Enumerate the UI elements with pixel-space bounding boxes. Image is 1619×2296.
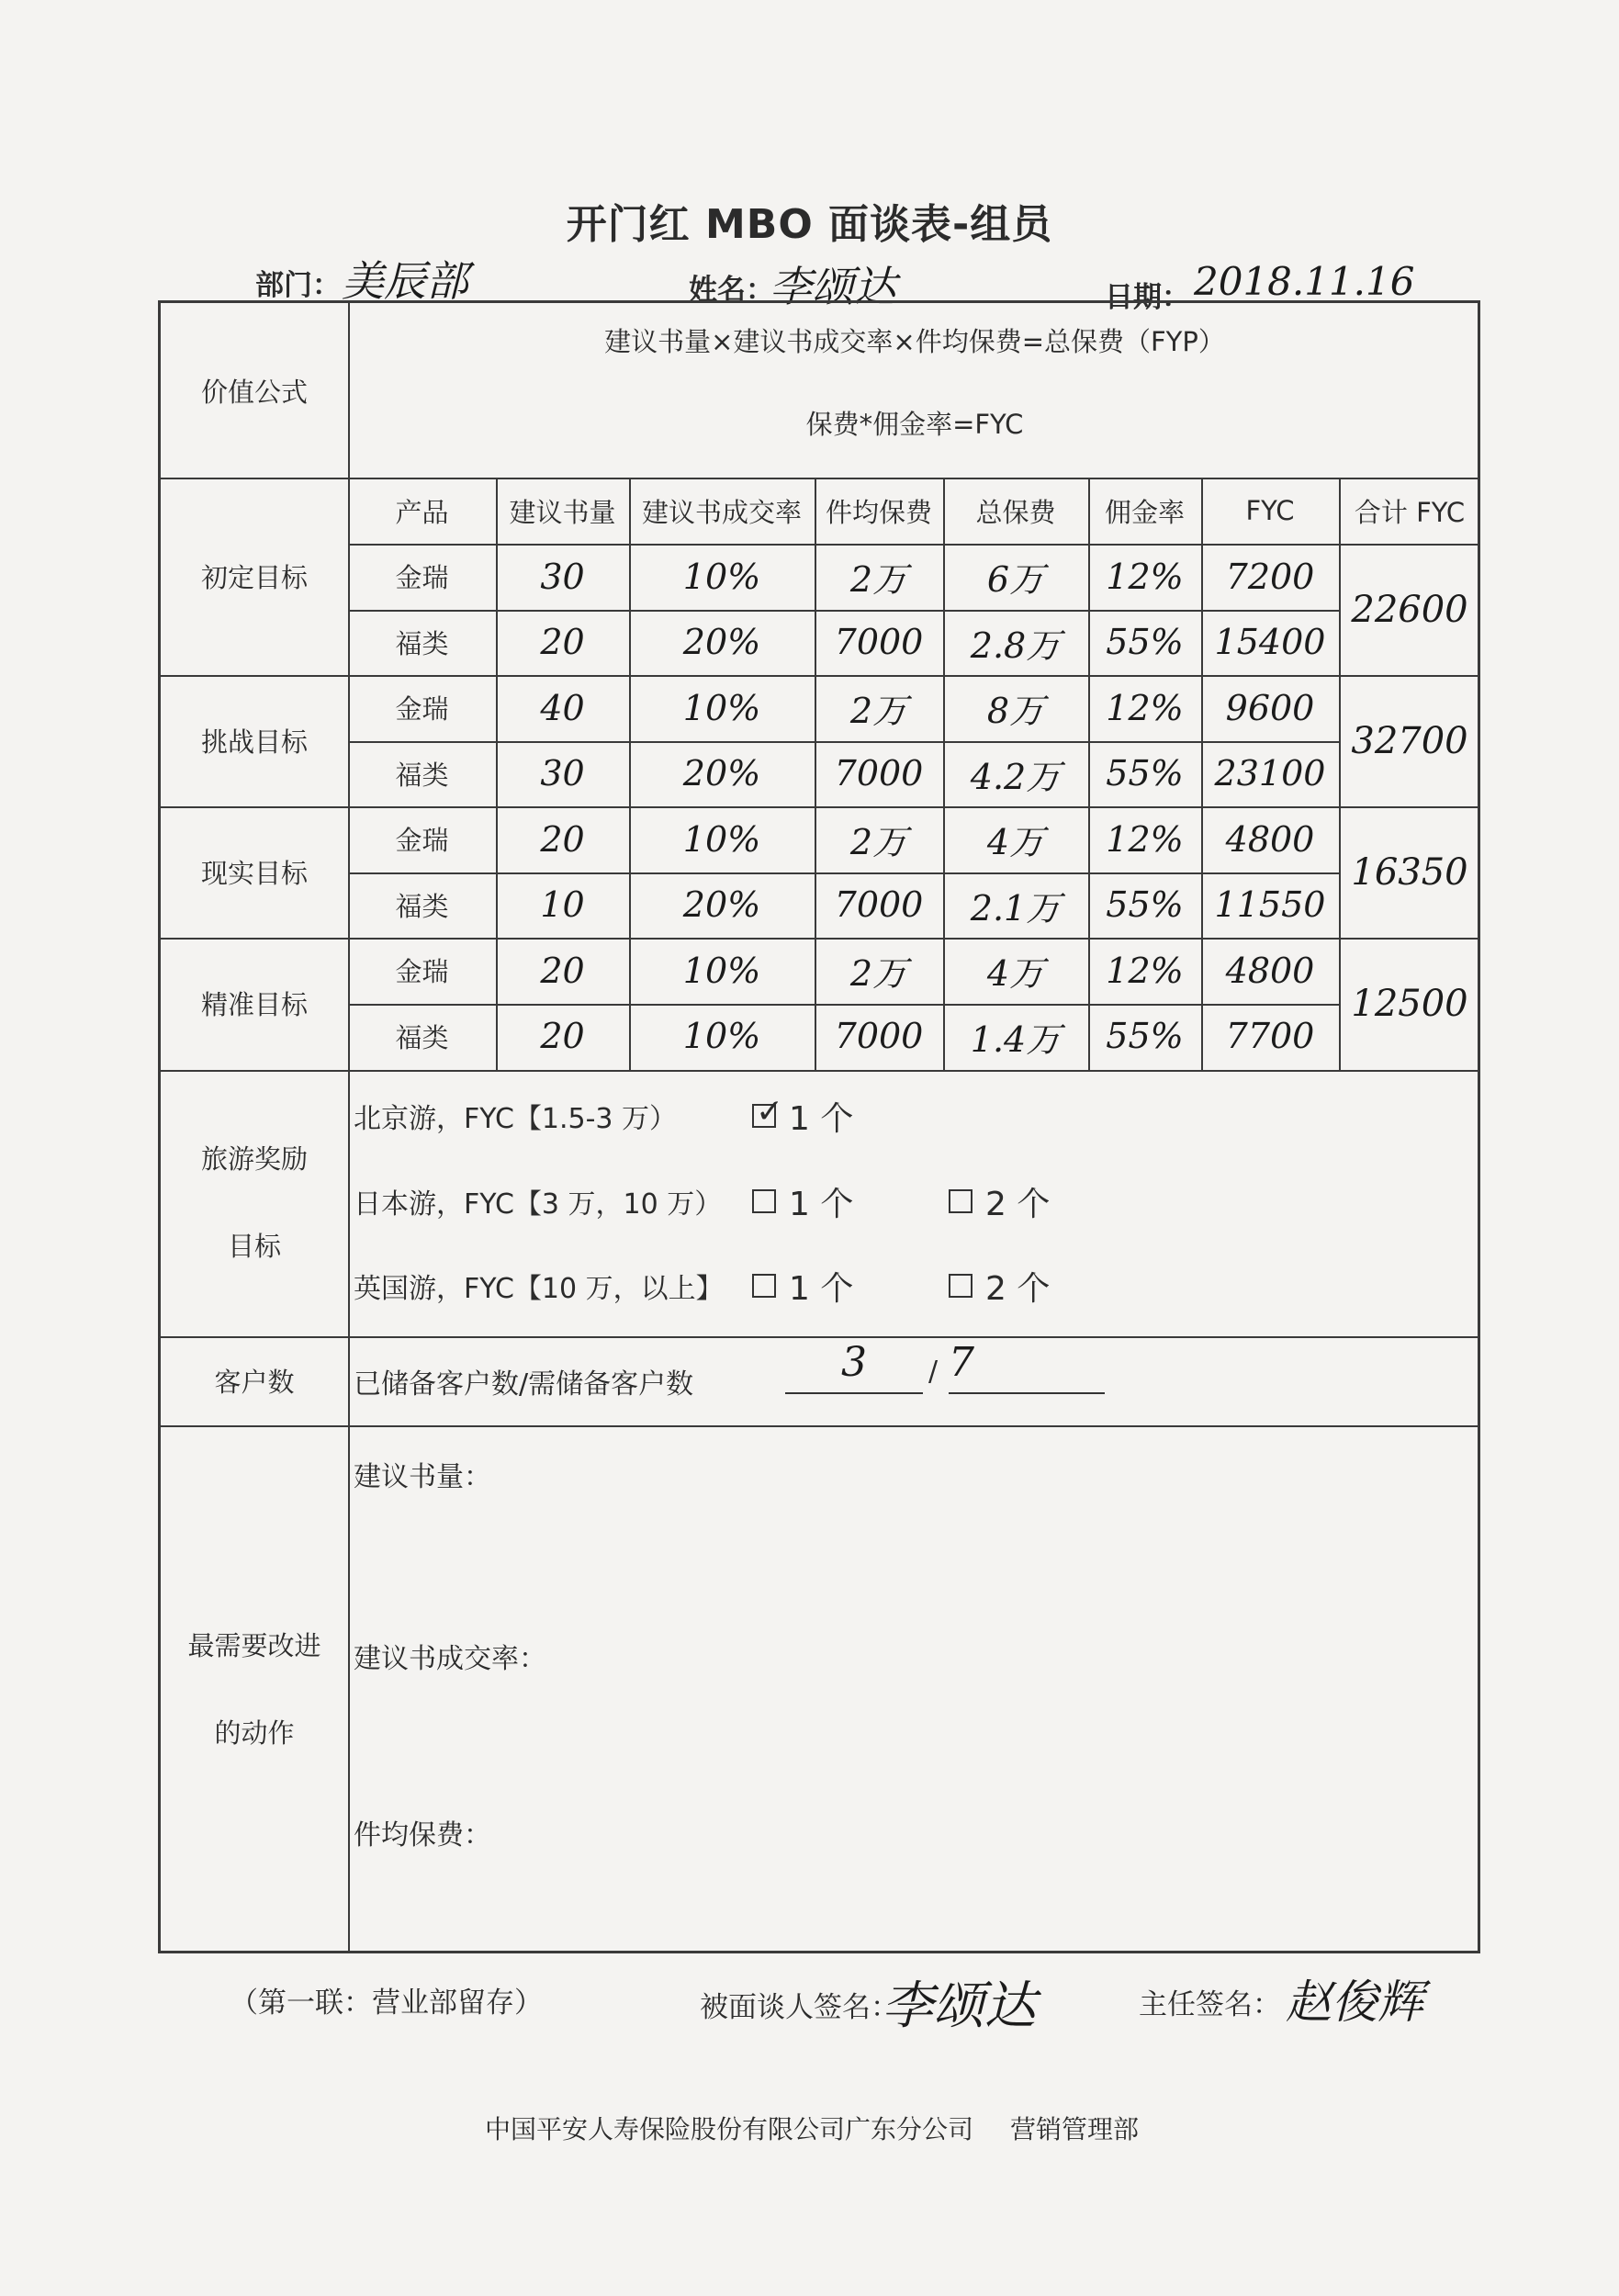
target-total-premium-value[interactable]: 4.2万	[970, 756, 1062, 797]
dept-value: 美辰部	[342, 256, 468, 306]
target-proposals-value[interactable]: 20	[540, 622, 585, 663]
col-total-premium-header: 总保费	[975, 496, 1056, 528]
date-label: 日期：	[1105, 281, 1190, 314]
travel-option-text: 英国游，FYC【10 万，以上】	[354, 1273, 724, 1305]
target-proposals-value[interactable]: 10	[540, 884, 585, 926]
customers-text: 已储备客户数/需储备客户数	[354, 1367, 694, 1401]
director-signature: 赵俊辉	[1286, 1975, 1423, 2029]
copy-note: （第一联：营业部留存）	[230, 1986, 543, 2020]
target-commission-value[interactable]: 12%	[1106, 687, 1184, 728]
col-commission-header: 佣金率	[1104, 496, 1185, 528]
travel-option-2-label: 2 个	[985, 1185, 1051, 1223]
target-proposals-value[interactable]: 30	[540, 753, 585, 794]
interviewee-signature: 李颂达	[882, 1976, 1036, 2036]
group-divider	[161, 938, 1480, 940]
value-formula-line1: 建议书量×建议书成交率×件均保费=总保费（FYP）	[604, 325, 1225, 357]
target-total-premium-value[interactable]: 4万	[986, 953, 1045, 995]
check-mark-icon: ✓	[756, 1093, 784, 1131]
group-divider	[161, 806, 1480, 808]
divider	[161, 1070, 1480, 1072]
travel-checkbox-1[interactable]	[752, 1189, 776, 1213]
group-divider	[161, 675, 1480, 677]
travel-label-line1: 旅游奖励	[200, 1143, 308, 1175]
dept-label: 部门：	[255, 269, 341, 302]
travel-checkbox-2[interactable]	[949, 1274, 973, 1298]
target-fyc-value[interactable]: 4800	[1225, 818, 1315, 860]
target-proposals-value[interactable]: 30	[540, 556, 585, 597]
target-fyc-value[interactable]: 15400	[1214, 622, 1326, 663]
target-commission-value[interactable]: 55%	[1106, 1016, 1184, 1057]
target-avg-premium-value[interactable]: 7000	[834, 753, 924, 794]
target-commission-value[interactable]: 55%	[1106, 884, 1184, 926]
form-title: 开门红 MBO 面谈表-组员	[566, 201, 1053, 248]
travel-label	[161, 1070, 348, 1336]
target-close-rate-value[interactable]: 10%	[682, 1016, 761, 1057]
target-commission-value[interactable]: 55%	[1106, 753, 1184, 794]
target-avg-premium-value[interactable]: 7000	[834, 884, 924, 926]
target-total-premium-value[interactable]: 8万	[986, 691, 1045, 732]
travel-option-1-label: 1 个	[789, 1269, 854, 1308]
col-proposals-header: 建议书量	[509, 496, 616, 528]
target-total-premium-value[interactable]: 4万	[986, 822, 1045, 863]
travel-option-row	[354, 1174, 1050, 1229]
target-commission-value[interactable]: 55%	[1106, 622, 1184, 663]
travel-option-2-label: 2 个	[985, 1269, 1051, 1308]
divider	[161, 1425, 1480, 1427]
target-total-premium-value[interactable]: 1.4万	[970, 1019, 1062, 1060]
col-fyc-header: FYC	[1245, 495, 1295, 526]
travel-option-row	[354, 1258, 1050, 1313]
target-close-rate-value[interactable]: 10%	[682, 818, 761, 860]
target-avg-premium-value[interactable]: 7000	[834, 622, 924, 663]
travel-option-1-label: 1 个	[789, 1185, 854, 1223]
customers-slash: /	[928, 1356, 939, 1388]
target-commission-value[interactable]: 12%	[1106, 818, 1184, 860]
travel-checkbox-1[interactable]	[752, 1093, 784, 1131]
target-group-label: 挑战目标	[200, 726, 308, 758]
target-total-fyc[interactable]: 22600	[1351, 588, 1468, 631]
value-formula-label: 价值公式	[200, 376, 308, 408]
improve-item-avg-premium: 件均保费：	[354, 1819, 491, 1851]
target-total-fyc[interactable]: 16350	[1351, 850, 1468, 894]
travel-option-text: 北京游，FYC【1.5-3 万）	[354, 1103, 678, 1135]
travel-label-line2: 目标	[227, 1231, 281, 1262]
target-commission-value[interactable]: 12%	[1106, 556, 1184, 597]
mbo-form	[158, 300, 1480, 1953]
customers-label: 客户数	[214, 1367, 295, 1398]
target-avg-premium-value[interactable]: 2万	[849, 822, 908, 863]
director-sign-label: 主任签名：	[1139, 1988, 1281, 2021]
target-close-rate-value[interactable]: 20%	[682, 753, 761, 794]
target-avg-premium-value[interactable]: 2万	[849, 559, 908, 601]
target-fyc-value[interactable]: 7200	[1225, 556, 1315, 597]
company-dept: 营销管理部	[1010, 2114, 1140, 2144]
product-name: 金瑞	[395, 693, 449, 726]
target-fyc-value[interactable]: 4800	[1225, 950, 1315, 991]
travel-checkbox-1[interactable]	[752, 1274, 776, 1298]
interviewee-sign-label: 被面谈人签名：	[700, 1991, 899, 2024]
date-value: 2018.11.16	[1194, 259, 1415, 304]
target-close-rate-value[interactable]: 10%	[682, 556, 761, 597]
target-fyc-value[interactable]: 11550	[1214, 884, 1326, 926]
target-commission-value[interactable]: 12%	[1106, 950, 1184, 991]
customers-stored[interactable]: 3	[785, 1339, 923, 1394]
target-avg-premium-value[interactable]: 2万	[849, 691, 908, 732]
target-avg-premium-value[interactable]: 7000	[834, 1016, 924, 1057]
target-proposals-value[interactable]: 20	[540, 950, 585, 991]
target-total-premium-value[interactable]: 6万	[986, 559, 1045, 601]
product-name: 福类	[395, 759, 449, 791]
target-close-rate-value[interactable]: 20%	[682, 622, 761, 663]
target-fyc-value[interactable]: 23100	[1214, 753, 1326, 794]
name-value: 李颂达	[770, 262, 896, 311]
improve-item-proposals: 建议书量：	[354, 1461, 491, 1493]
improve-item-close-rate: 建议书成交率：	[354, 1643, 546, 1675]
target-total-fyc[interactable]: 12500	[1351, 982, 1468, 1025]
improve-label-line1: 最需要改进	[187, 1629, 321, 1661]
travel-option-row	[354, 1088, 936, 1143]
travel-checkbox-2[interactable]	[949, 1189, 973, 1213]
target-total-premium-value[interactable]: 2.1万	[970, 887, 1062, 929]
travel-option-1-label: 1 个	[789, 1099, 854, 1138]
product-name: 福类	[395, 627, 449, 659]
target-group-label: 现实目标	[200, 858, 308, 889]
product-name: 金瑞	[395, 956, 449, 988]
product-name: 福类	[395, 890, 449, 922]
name-label: 姓名：	[689, 274, 774, 307]
target-close-rate-value[interactable]: 10%	[682, 950, 761, 991]
target-fyc-value[interactable]: 9600	[1225, 687, 1315, 728]
target-avg-premium-value[interactable]: 2万	[849, 953, 908, 995]
target-proposals-value[interactable]: 40	[540, 687, 585, 728]
target-total-premium-value[interactable]: 2.8万	[970, 625, 1062, 666]
col-total-fyc-header: 合计 FYC	[1354, 496, 1466, 528]
col-close-rate-header: 建议书成交率	[641, 496, 802, 528]
target-close-rate-value[interactable]: 10%	[682, 687, 761, 728]
company-name: 中国平安人寿保险股份有限公司广东分公司	[485, 2114, 974, 2144]
product-name: 福类	[395, 1021, 449, 1053]
value-formula-line2: 保费*佣金率=FYC	[805, 408, 1024, 440]
col-avg-premium-header: 件均保费	[825, 496, 932, 528]
target-close-rate-value[interactable]: 20%	[682, 884, 761, 926]
target-group-label: 精准目标	[200, 989, 308, 1020]
improve-label-line2: 的动作	[214, 1716, 295, 1749]
target-group-label: 初定目标	[200, 562, 308, 593]
target-proposals-value[interactable]: 20	[540, 1016, 585, 1057]
customers-needed[interactable]: 7	[949, 1339, 1105, 1394]
product-name: 金瑞	[395, 562, 449, 594]
target-proposals-value[interactable]: 20	[540, 818, 585, 860]
improve-label	[161, 1425, 348, 1953]
target-total-fyc[interactable]: 32700	[1351, 719, 1468, 762]
travel-option-text: 日本游，FYC【3 万，10 万）	[354, 1188, 723, 1221]
product-name: 金瑞	[395, 825, 449, 857]
col-product-header: 产品	[395, 496, 449, 528]
target-fyc-value[interactable]: 7700	[1225, 1016, 1315, 1057]
